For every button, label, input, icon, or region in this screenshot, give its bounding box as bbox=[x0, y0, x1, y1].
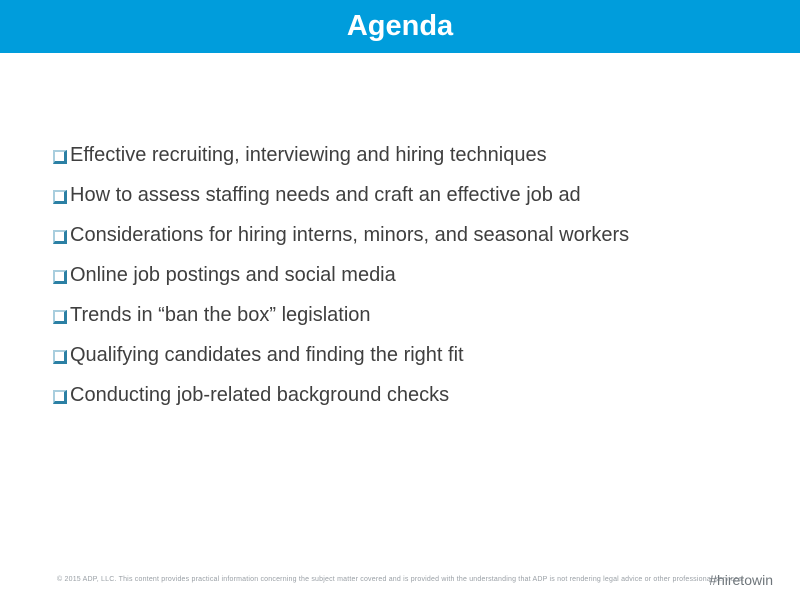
checkbox-bullet-icon bbox=[53, 270, 67, 284]
agenda-item bbox=[53, 175, 629, 215]
agenda-item-text: Qualifying candidates and finding the right fit bbox=[70, 343, 464, 366]
checkbox-bullet-icon bbox=[53, 310, 67, 324]
agenda-item bbox=[53, 295, 629, 335]
checkbox-bullet-icon bbox=[53, 230, 67, 244]
agenda-item bbox=[53, 215, 629, 255]
agenda-item-text: Trends in “ban the box” legislation bbox=[70, 303, 371, 326]
checkbox-bullet-icon bbox=[53, 150, 67, 164]
agenda-item bbox=[53, 135, 629, 175]
agenda-item-text: Effective recruiting, interviewing and hiring techniques bbox=[70, 143, 547, 166]
slide-header-bar bbox=[0, 0, 800, 53]
slide-footer bbox=[0, 572, 800, 592]
agenda-item-text: Online job postings and social media bbox=[70, 263, 396, 286]
hashtag-label: #hiretowin bbox=[709, 572, 773, 588]
agenda-item-text: Considerations for hiring interns, minors, and seasonal workers bbox=[70, 223, 630, 246]
agenda-item bbox=[53, 255, 629, 295]
checkbox-bullet-icon bbox=[53, 390, 67, 404]
page-title: Agenda bbox=[346, 10, 454, 42]
agenda-item-text: How to assess staffing needs and craft an effective job ad bbox=[70, 183, 581, 206]
checkbox-bullet-icon bbox=[53, 190, 67, 204]
checkbox-bullet-icon bbox=[53, 350, 67, 364]
agenda-item bbox=[53, 335, 629, 375]
agenda-item bbox=[53, 375, 629, 415]
agenda-item-text: Conducting job-related background checks bbox=[70, 383, 450, 406]
agenda-list bbox=[53, 135, 629, 415]
copyright-disclaimer: © 2015 ADP, LLC. This content provides practical information concerning the subject matter covered and is provided with the understanding that ADP is not rendering legal advice or other professional services. bbox=[57, 576, 745, 583]
